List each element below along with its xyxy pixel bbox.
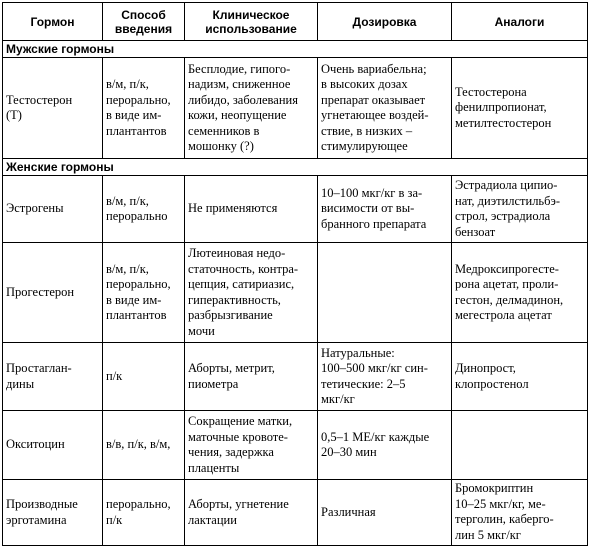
cell-use: Сокращение матки, маточные кровоте- чения, задержка плаценты <box>185 411 318 480</box>
cell-hormone: Окситоцин <box>3 411 103 480</box>
header-hormone: Гормон <box>3 3 103 41</box>
table-row-progesterone <box>3 243 588 343</box>
cell-use: Аборты, угнетение лактации <box>185 480 318 546</box>
cell-route: в/в, п/к, в/м, <box>103 411 185 480</box>
cell-analogs <box>452 411 588 480</box>
cell-dose <box>318 243 452 343</box>
hormones-table <box>2 2 588 546</box>
cell-dose: 10–100 мкг/кг в за- висимости от вы- бранного препарата <box>318 176 452 243</box>
cell-dose: Различная <box>318 480 452 546</box>
cell-dose: Натуральные: 100–500 мкг/кг син- тетические: 2–5 мкг/кг <box>318 343 452 411</box>
cell-use: Аборты, метрит, пиометра <box>185 343 318 411</box>
cell-hormone: Производные эрготамина <box>3 480 103 546</box>
cell-use: Лютеиновая недо- статочность, контра- цепция, сатириазис, гиперактивность, разбрызгивание мочи <box>185 243 318 343</box>
cell-analogs: Динопрост, клопростенол <box>452 343 588 411</box>
table-row-estrogens <box>3 176 588 243</box>
section-title-male: Мужские гормоны <box>3 41 588 58</box>
section-title-female: Женские гормоны <box>3 159 588 176</box>
header-dosage: Дозировка <box>318 3 452 41</box>
cell-route: в/м, п/к, перорально, в виде им- плантантов <box>103 243 185 343</box>
cell-hormone: Эстрогены <box>3 176 103 243</box>
cell-use: Бесплодие, гипого- надизм, сниженное либидо, заболевания кожи, неопущение семенников в мошонку (?) <box>185 58 318 159</box>
header-route: Способ введения <box>103 3 185 41</box>
section-row-male <box>3 41 588 58</box>
cell-hormone: Прогестерон <box>3 243 103 343</box>
header-row <box>3 3 588 41</box>
cell-route: перорально, п/к <box>103 480 185 546</box>
cell-hormone: Простаглан- дины <box>3 343 103 411</box>
header-analogs: Аналоги <box>452 3 588 41</box>
header-clinical-use: Клиническое использование <box>185 3 318 41</box>
cell-route: п/к <box>103 343 185 411</box>
table-row-oxytocin <box>3 411 588 480</box>
cell-analogs: Эстрадиола ципио- нат, диэтилстильбэ- строл, эстрадиола бензоат <box>452 176 588 243</box>
cell-dose: Очень вариабельна; в высоких дозах препарат оказывает угнетающее воздей- ствие, в низких – стимулирующее <box>318 58 452 159</box>
cell-analogs: Тестостерона фенилпропионат, метилтестостерон <box>452 58 588 159</box>
table-row-testosterone <box>3 58 588 159</box>
table-row-prostaglandins <box>3 343 588 411</box>
cell-analogs: Медроксипрогесте- рона ацетат, проли- гестон, делмадинон, мегестрола ацетат <box>452 243 588 343</box>
cell-route: в/м, п/к, перорально <box>103 176 185 243</box>
cell-analogs: Бромокриптин 10–25 мкг/кг, ме- терголин, каберго- лин 5 мкг/кг <box>452 480 588 546</box>
cell-dose: 0,5–1 МЕ/кг каждые 20–30 мин <box>318 411 452 480</box>
cell-route: в/м, п/к, перорально, в виде им- плантантов <box>103 58 185 159</box>
table-row-ergotamine <box>3 480 588 546</box>
cell-hormone: Тестостерон (Т) <box>3 58 103 159</box>
section-row-female <box>3 159 588 176</box>
cell-use: Не применяются <box>185 176 318 243</box>
